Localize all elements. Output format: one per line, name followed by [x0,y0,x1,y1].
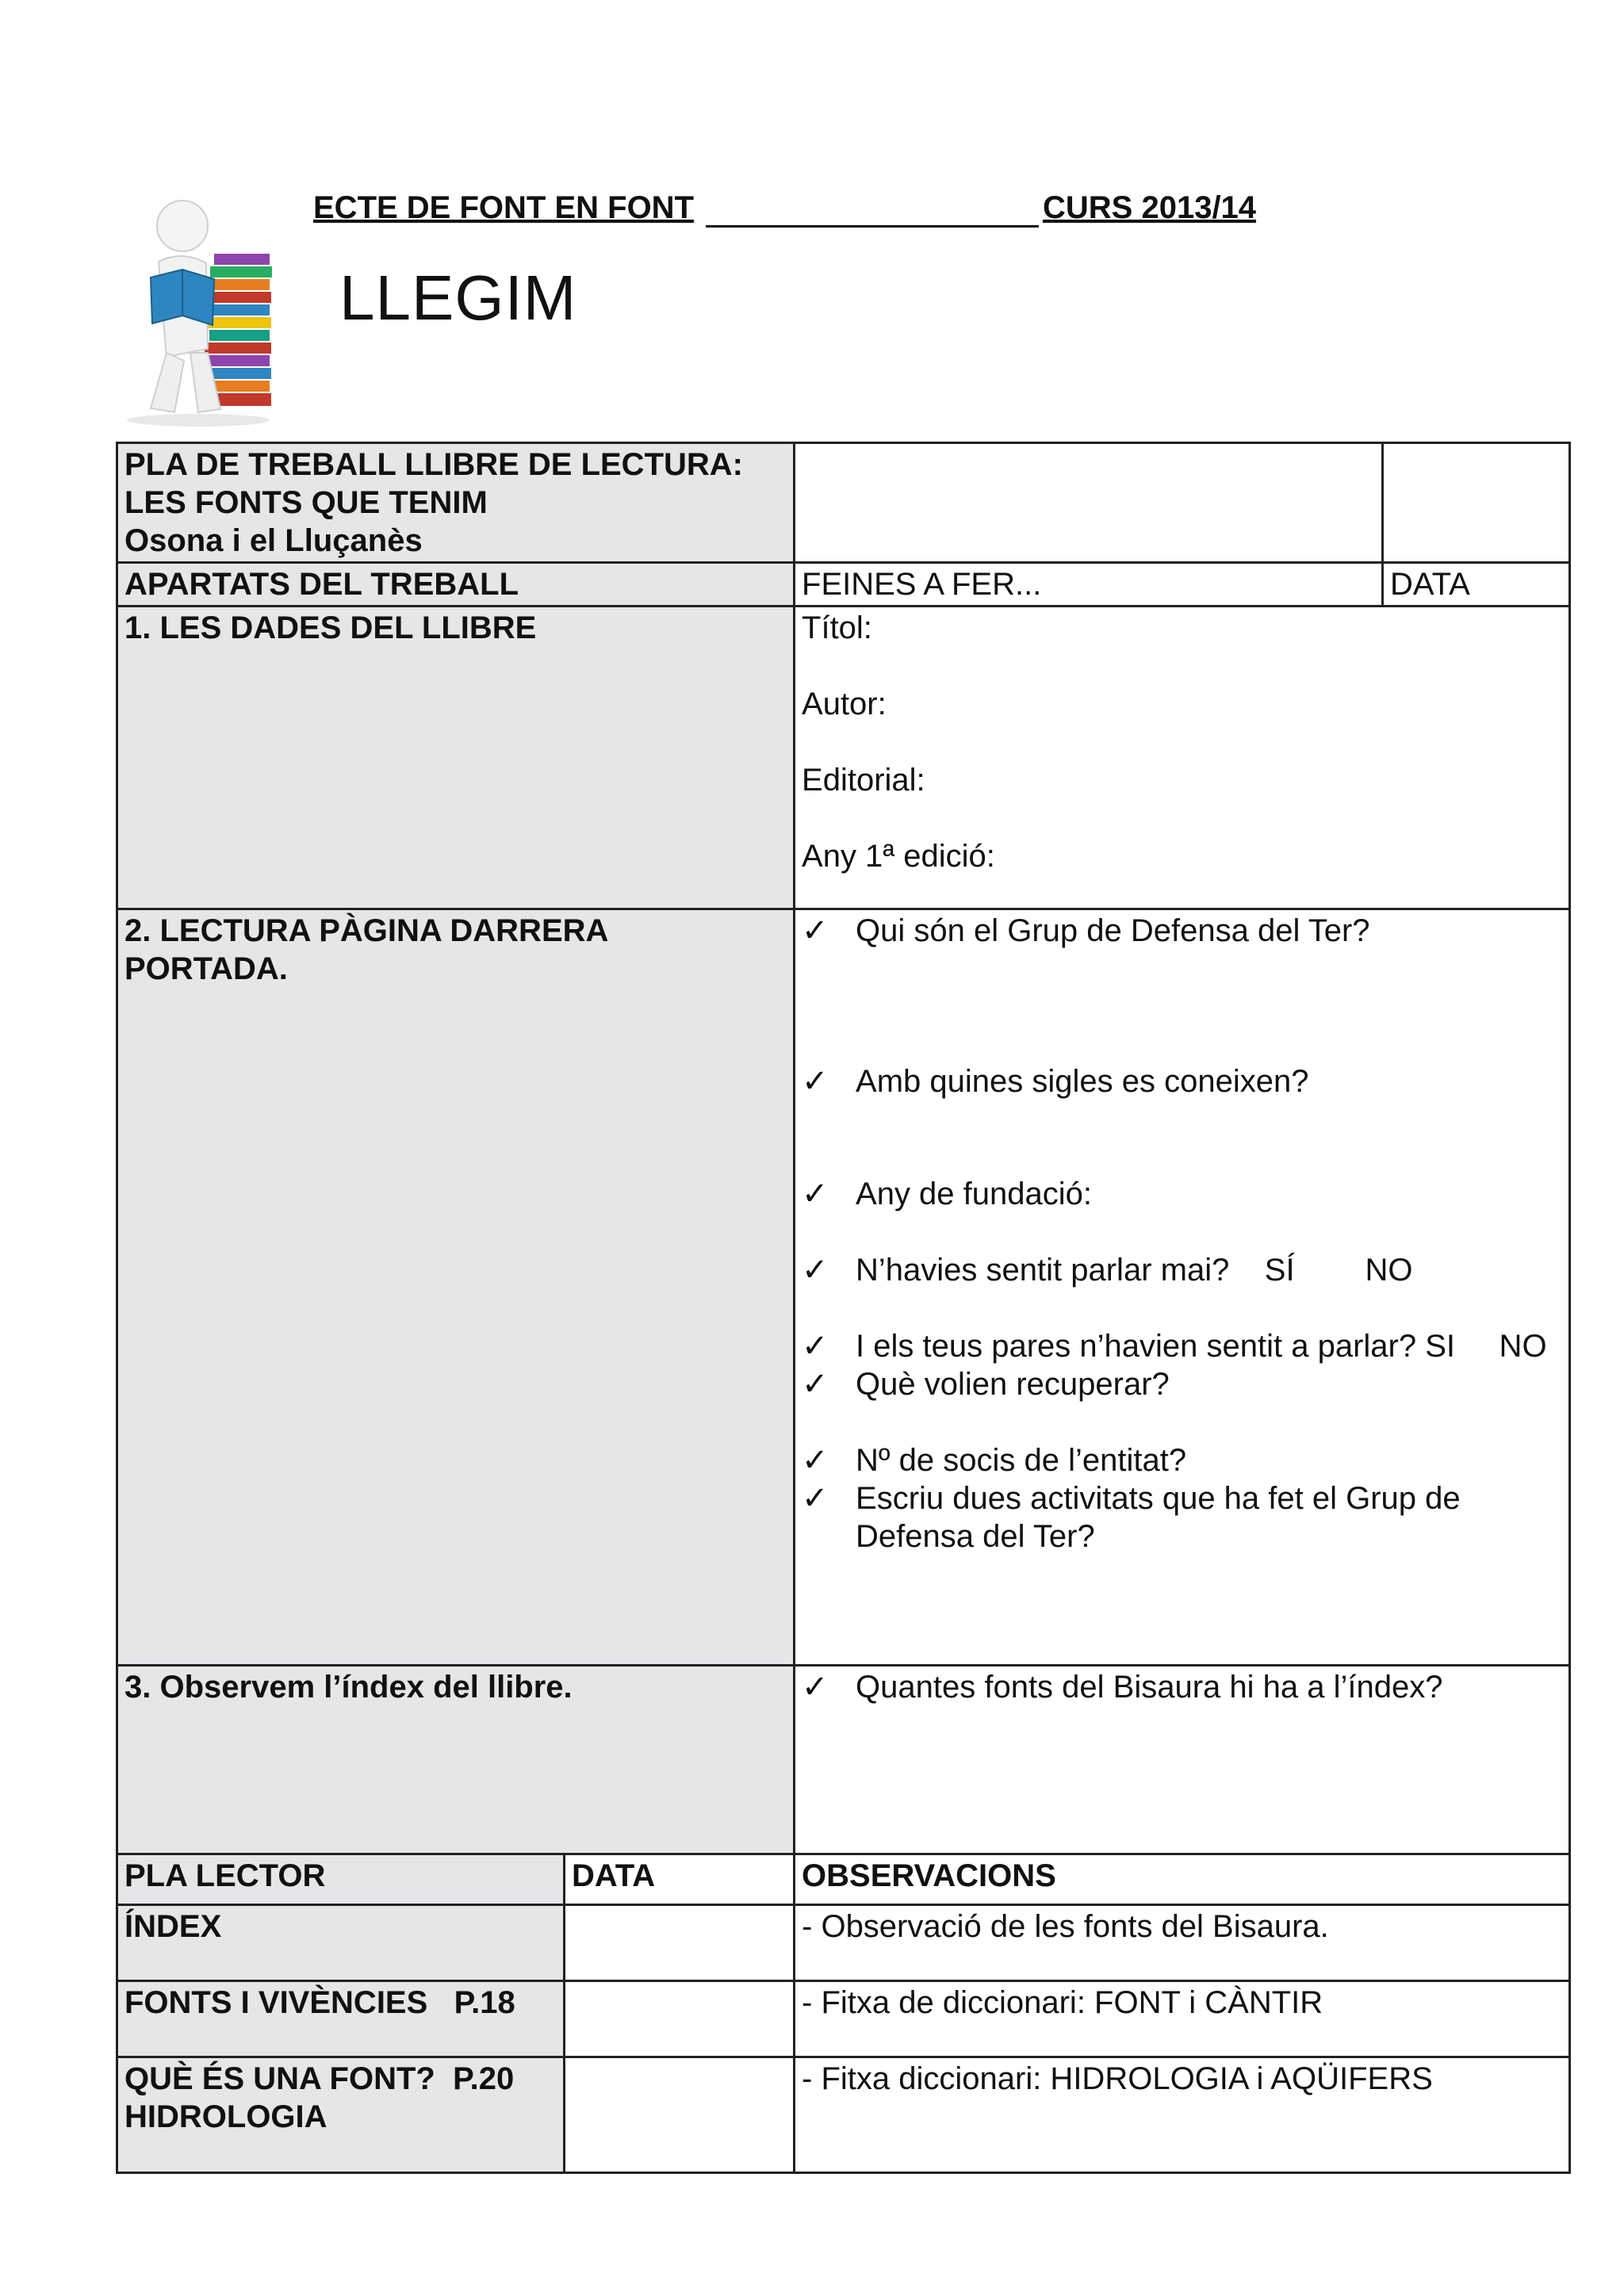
reader-row-label: ÍNDEX [117,1905,565,1981]
check-icon: ✓ [802,1253,829,1288]
col-header-date: DATA [1383,563,1570,607]
course-label: CURS 2013/14 [1043,190,1257,225]
reader-row-date[interactable] [565,1981,795,2057]
check-icon: ✓ [802,913,829,948]
reader-row-date[interactable] [565,2057,795,2173]
col-header-tasks: FEINES A FER... [795,563,1383,607]
work-plan-table [116,442,1571,2174]
plan-title-cell [117,443,795,563]
question-item: ✓ Any de fundació: [802,1177,1093,1211]
reader-row [117,1905,1570,1981]
check-icon: ✓ [802,1177,829,1211]
check-icon: ✓ [802,1670,829,1705]
header-underline [706,225,1039,228]
plan-title-line: LES FONTS QUE TENIM [124,485,488,520]
section-3-questions[interactable] [795,1666,1570,1854]
reader-row [117,1981,1570,2057]
check-icon: ✓ [802,1064,829,1099]
question-item: ✓ Escriu dues activitats que ha fet el Grup de Defensa del Ter? [802,1481,1461,1554]
reader-row [117,2057,1570,2173]
plan-title-blank-cell[interactable] [795,443,1383,563]
plan-header-row [117,563,1570,607]
col-header-observations: OBSERVACIONS [795,1854,1570,1905]
reader-row-label: QUÈ ÉS UNA FONT? P.20 HIDROLOGIA [117,2057,565,2173]
section-1-label: 1. LES DADES DEL LLIBRE [117,607,795,909]
check-icon: ✓ [802,1481,829,1516]
field-title: Títol: [802,610,872,645]
field-author: Autor: [802,687,887,721]
reader-row-observation: - Fitxa diccionari: HIDROLOGIA i AQÜIFERS [795,2057,1570,2173]
check-icon: ✓ [802,1367,829,1402]
plan-title-row [117,443,1570,563]
section-2-label-line: PORTADA. [124,951,288,986]
section-2-label-line: 2. LECTURA PÀGINA DARRERA [124,913,609,948]
question-item: ✓ Qui són el Grup de Defensa del Ter? [802,913,1370,948]
plan-title-line: PLA DE TREBALL LLIBRE DE LECTURA: [124,447,743,482]
check-icon: ✓ [802,1329,829,1364]
question-item: ✓ Amb quines sigles es coneixen? [802,1064,1309,1099]
reader-row-label: FONTS I VIVÈNCIES P.18 [117,1981,565,2057]
col-header-reader-date: DATA [565,1854,795,1905]
reader-row-observation: - Fitxa de diccionari: FONT i CÀNTIR [795,1981,1570,2057]
reader-row-observation: - Observació de les fonts del Bisaura. [795,1905,1570,1981]
plan-title-date-cell[interactable] [1383,443,1570,563]
question-item: ✓ Quantes fonts del Bisaura hi ha a l’índex? [802,1670,1443,1705]
plan-title-line: Osona i el Lluçanès [124,523,423,558]
reader-row-date[interactable] [565,1905,795,1981]
section-2-row [117,909,1570,1666]
col-header-sections: APARTATS DEL TREBALL [117,563,795,607]
section-2-questions[interactable] [795,909,1570,1666]
section-1-fields[interactable] [795,607,1570,909]
section-2-label [117,909,795,1666]
person-reading-books-icon [119,190,301,428]
check-icon: ✓ [802,1443,829,1478]
question-item: ✓ N’havies sentit parlar mai? SÍ NO [802,1253,1413,1288]
section-3-row [117,1666,1570,1854]
field-publisher: Editorial: [802,763,925,798]
question-item: ✓ Què volien recuperar? [802,1367,1170,1402]
field-first-edition: Any 1ª edició: [802,839,995,874]
reader-header-row [117,1854,1570,1905]
project-title: ECTE DE FONT EN FONT [313,190,694,225]
col-header-reading-plan: PLA LECTOR [117,1854,565,1905]
page-title: LLEGIM [339,262,577,333]
section-3-label: 3. Observem l’índex del llibre. [117,1666,795,1854]
question-item: ✓ Nº de socis de l’entitat? [802,1443,1187,1478]
section-1-row [117,607,1570,909]
question-item: ✓ I els teus pares n’havien sentit a parlar? SI NO [802,1329,1547,1364]
